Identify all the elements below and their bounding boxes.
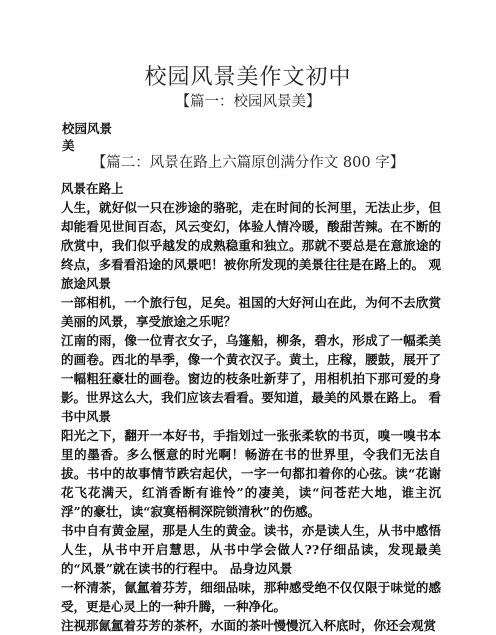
document-title: 校园风景美作文初中	[144, 65, 352, 90]
section-two-heading: 【篇二：风景在路上六篇原创满分作文 800 字】	[91, 155, 405, 171]
paragraph: 人生，就好似一只在涉途的骆驼，走在时间的长河里，无法止步，但却能看见世间百态，风云变幻，体验人情冷暖，酸甜苦辣。在不断的欣赏中，我们似乎越发的成熟稳重和独立。那就不要总是在意旅途的终点，多看看沿途的风景吧！被你所发现的美景往往是在路上的。 观旅途风景	[61, 200, 441, 291]
paragraph: 江南的雨，像一位青衣女子，乌篷船，柳条，碧水，形成了一幅柔美的画卷。西北的旱季，像一个黄衣汉子。黄土，庄稼，腰鼓，展开了一幅粗狂豪壮的画卷。窗边的枝条吐新芽了，用相机拍下那可爱的身影。世界这么大，我们应该去看看。要知道，最美的风景在路上。 看书中风景	[61, 333, 441, 424]
paragraph: 阳光之下，翻开一本好书，手指划过一张张柔软的书页，嗅一嗅书本里的墨香。多么惬意的时光啊！畅游在书的世界里，令我们无法自拔。书中的故事情节跌宕起伏，一字一句都扣着你的心弦。读“花谢花飞花满天，红消香断有谁怜”的凄美，读“问苍茫大地，谁主沉浮”的豪壮，读“寂寞梧桐深院锁清秋”的伤感。	[61, 428, 441, 519]
section-one-heading: 【篇一：校园风景美】	[175, 94, 321, 110]
paragraph: 一部相机，一个旅行包，足矣。祖国的大好河山在此，为何不去欣赏美丽的风景，享受旅途之乐呢？	[61, 295, 441, 329]
paragraph-title: 风景在路上	[61, 181, 124, 196]
paragraph: 一杯清茶，氤氲着芬芳，细细品味，那种感受绝不仅仅限于味觉的感受，更是心灵上的一种升腾，一种净化。	[61, 580, 441, 614]
section-one-title: 校园风景美	[62, 121, 113, 153]
paragraph: 注视那氤氲着芬芳的茶杯，水面的茶叶慢慢沉入杯底时，你还会观赏	[61, 618, 437, 633]
article-body	[61, 179, 441, 635]
paragraph: 书中自有黄金屋，那是人生的黄金。读书，亦是读人生，从书中感悟人生，从书中开启慧思，从书中学会做人??仔细品读，发现最美的“风景”就在读书的行程中。 品身边风景	[61, 523, 441, 576]
